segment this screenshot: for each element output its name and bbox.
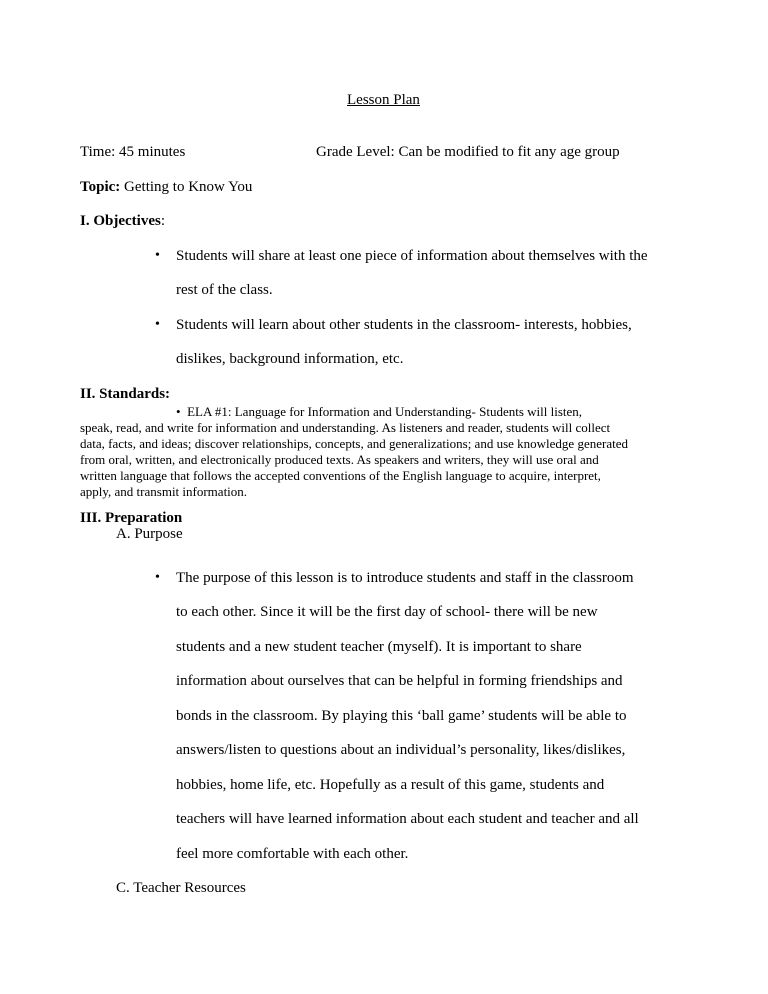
objectives-heading-colon: :	[160, 213, 165, 229]
objective-item-1-line2: rest of the class.	[176, 282, 273, 298]
purpose-line-8: teachers will have learned information about each student and teacher and all	[176, 811, 639, 827]
topic-line	[80, 180, 252, 195]
bullet-icon: •	[155, 570, 160, 585]
purpose-line-6: answers/listen to questions about an individual’s personality, likes/dislikes,	[176, 742, 626, 758]
bullet-icon: •	[155, 317, 160, 332]
objectives-heading-text: I. Objectives	[80, 213, 161, 229]
purpose-line-9: feel more comfortable with each other.	[176, 846, 409, 862]
standards-line-3: data, facts, and ideas; discover relationships, concepts, and generalizations; and use knowledge generated	[80, 436, 628, 451]
standards-text-1: ELA #1: Language for Information and Understanding- Students will listen,	[187, 404, 583, 419]
standards-line-1	[176, 405, 582, 418]
standards-line-4: from oral, written, and electronically produced texts. As speakers and writers, they will use oral and	[80, 452, 599, 467]
grade-level-label: Grade Level: Can be modified to fit any age group	[316, 144, 620, 160]
purpose-line-7: hobbies, home life, etc. Hopefully as a result of this game, students and	[176, 777, 605, 793]
purpose-line-4: information about ourselves that can be helpful in forming friendships and	[176, 673, 623, 689]
topic-value: Getting to Know You	[120, 179, 253, 195]
standards-heading: II. Standards:	[80, 386, 171, 402]
topic-label: Topic:	[80, 179, 121, 195]
purpose-label: A. Purpose	[116, 526, 183, 542]
purpose-line-1: The purpose of this lesson is to introduce students and staff in the classroom	[176, 570, 634, 586]
objective-item-2-line2: dislikes, background information, etc.	[176, 351, 404, 367]
purpose-line-3: students and a new student teacher (myself). It is important to share	[176, 639, 582, 655]
objective-item-2-line1: Students will learn about other students in the classroom- interests, hobbies,	[176, 317, 632, 333]
bullet-icon: •	[176, 404, 181, 419]
time-label: Time: 45 minutes	[80, 144, 186, 160]
standards-line-6: apply, and transmit information.	[80, 484, 248, 499]
preparation-heading: III. Preparation	[80, 510, 183, 526]
objective-item-1-line1: Students will share at least one piece of information about themselves with the	[176, 248, 648, 264]
objectives-heading	[80, 214, 165, 229]
bullet-icon: •	[155, 248, 160, 263]
teacher-resources-label: C. Teacher Resources	[116, 880, 246, 896]
purpose-line-2: to each other. Since it will be the first day of school- there will be new	[176, 604, 598, 620]
standards-line-5: written language that follows the accepted conventions of the English language to acquire, interpret,	[80, 468, 601, 483]
purpose-line-5: bonds in the classroom. By playing this ‘ball game’ students will be able to	[176, 708, 627, 724]
standards-line-2: speak, read, and write for information and understanding. As listeners and reader, students will collect	[80, 420, 611, 435]
page-title: Lesson Plan	[347, 92, 420, 108]
